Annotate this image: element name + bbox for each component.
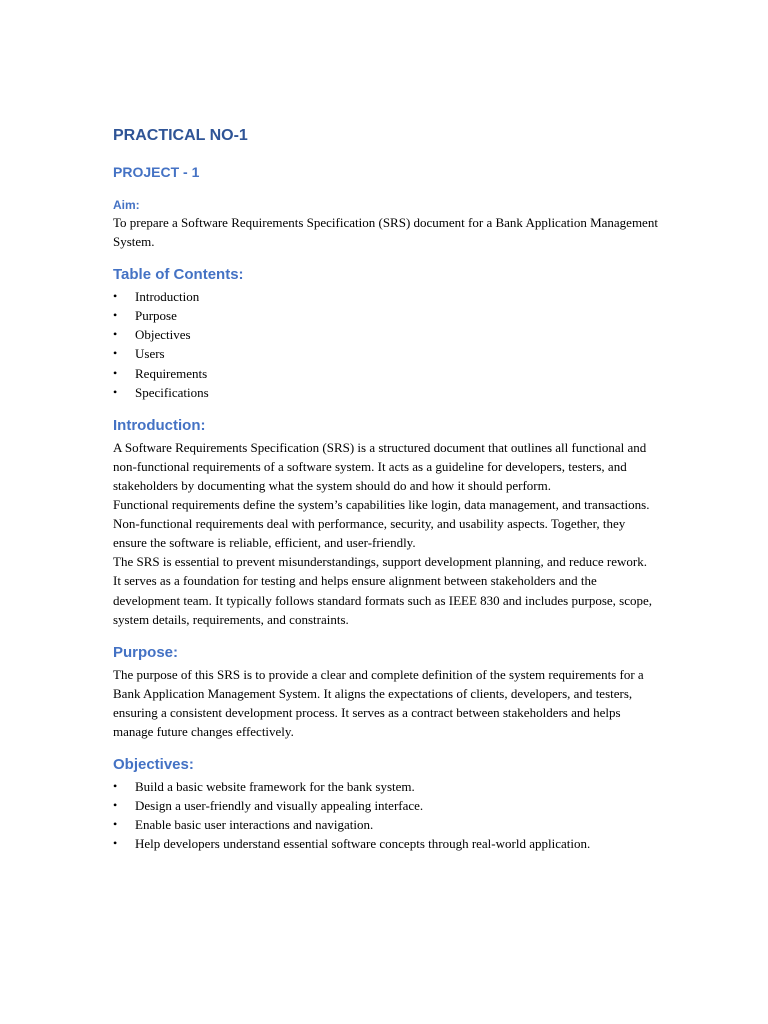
purpose-paragraph: The purpose of this SRS is to provide a clear and complete definition of the system requirements for a Bank Application Management System. It aligns the expectations of clients, developers, and testers, ensuring a consistent development process. It serves as a contract between stakeholders and helps manage future changes effectively.: [113, 666, 644, 739]
list-item: • Help developers understand essential software concepts through real-world application.: [113, 834, 658, 853]
bullet-icon: •: [113, 384, 118, 399]
bullet-icon: •: [113, 365, 118, 380]
introduction-heading: Introduction:: [113, 416, 206, 434]
objectives-list: [113, 777, 658, 853]
bullet-icon: •: [113, 836, 118, 851]
introduction-paragraph-3: The SRS is essential to prevent misunderstandings, support development planning, and reduce rework. It serves as a foundation for testing and helps ensure alignment between stakeholders and the development team. It typically follows standard formats such as IEEE 830 and includes purpose, scope, system details, requirements, and constraints.: [113, 554, 652, 627]
bullet-icon: •: [113, 779, 118, 794]
list-item: • Users: [113, 344, 658, 363]
bullet-icon: •: [113, 817, 118, 832]
bullet-icon: •: [113, 289, 118, 304]
list-item: • Objectives: [113, 325, 658, 344]
list-item: • Design a user-friendly and visually appealing interface.: [113, 796, 658, 815]
bullet-icon: •: [113, 327, 118, 342]
document-title: PRACTICAL NO-1: [113, 127, 248, 144]
list-item: • Specifications: [113, 383, 658, 402]
bullet-icon: •: [113, 346, 118, 361]
objectives-heading: Objectives:: [113, 756, 194, 774]
list-item: • Purpose: [113, 306, 658, 325]
toc-list: [113, 287, 658, 402]
purpose-heading: Purpose:: [113, 643, 179, 661]
list-item: • Requirements: [113, 364, 658, 383]
list-item: • Introduction: [113, 287, 658, 306]
bullet-icon: •: [113, 308, 118, 323]
aim-heading: Aim:: [113, 198, 140, 212]
bullet-icon: •: [113, 798, 118, 813]
list-item: • Enable basic user interactions and navigation.: [113, 815, 658, 834]
toc-heading: Table of Contents:: [113, 266, 244, 284]
introduction-paragraph-2: Functional requirements define the system’s capabilities like login, data management, and transactions. Non-functional requirements deal with performance, security, and usability aspects. Together, they ensure the software is reliable, efficient, and user-friendly.: [113, 497, 650, 551]
project-heading: PROJECT - 1: [113, 164, 200, 180]
list-item: • Build a basic website framework for the bank system.: [113, 777, 658, 796]
aim-text: To prepare a Software Requirements Specification (SRS) document for a Bank Application Management System.: [113, 215, 658, 250]
introduction-paragraph-1: A Software Requirements Specification (SRS) is a structured document that outlines all functional and non-functional requirements of a software system. It acts as a guideline for developers, testers, and stakeholders by documenting what the system should do and how it should perform.: [113, 439, 647, 493]
